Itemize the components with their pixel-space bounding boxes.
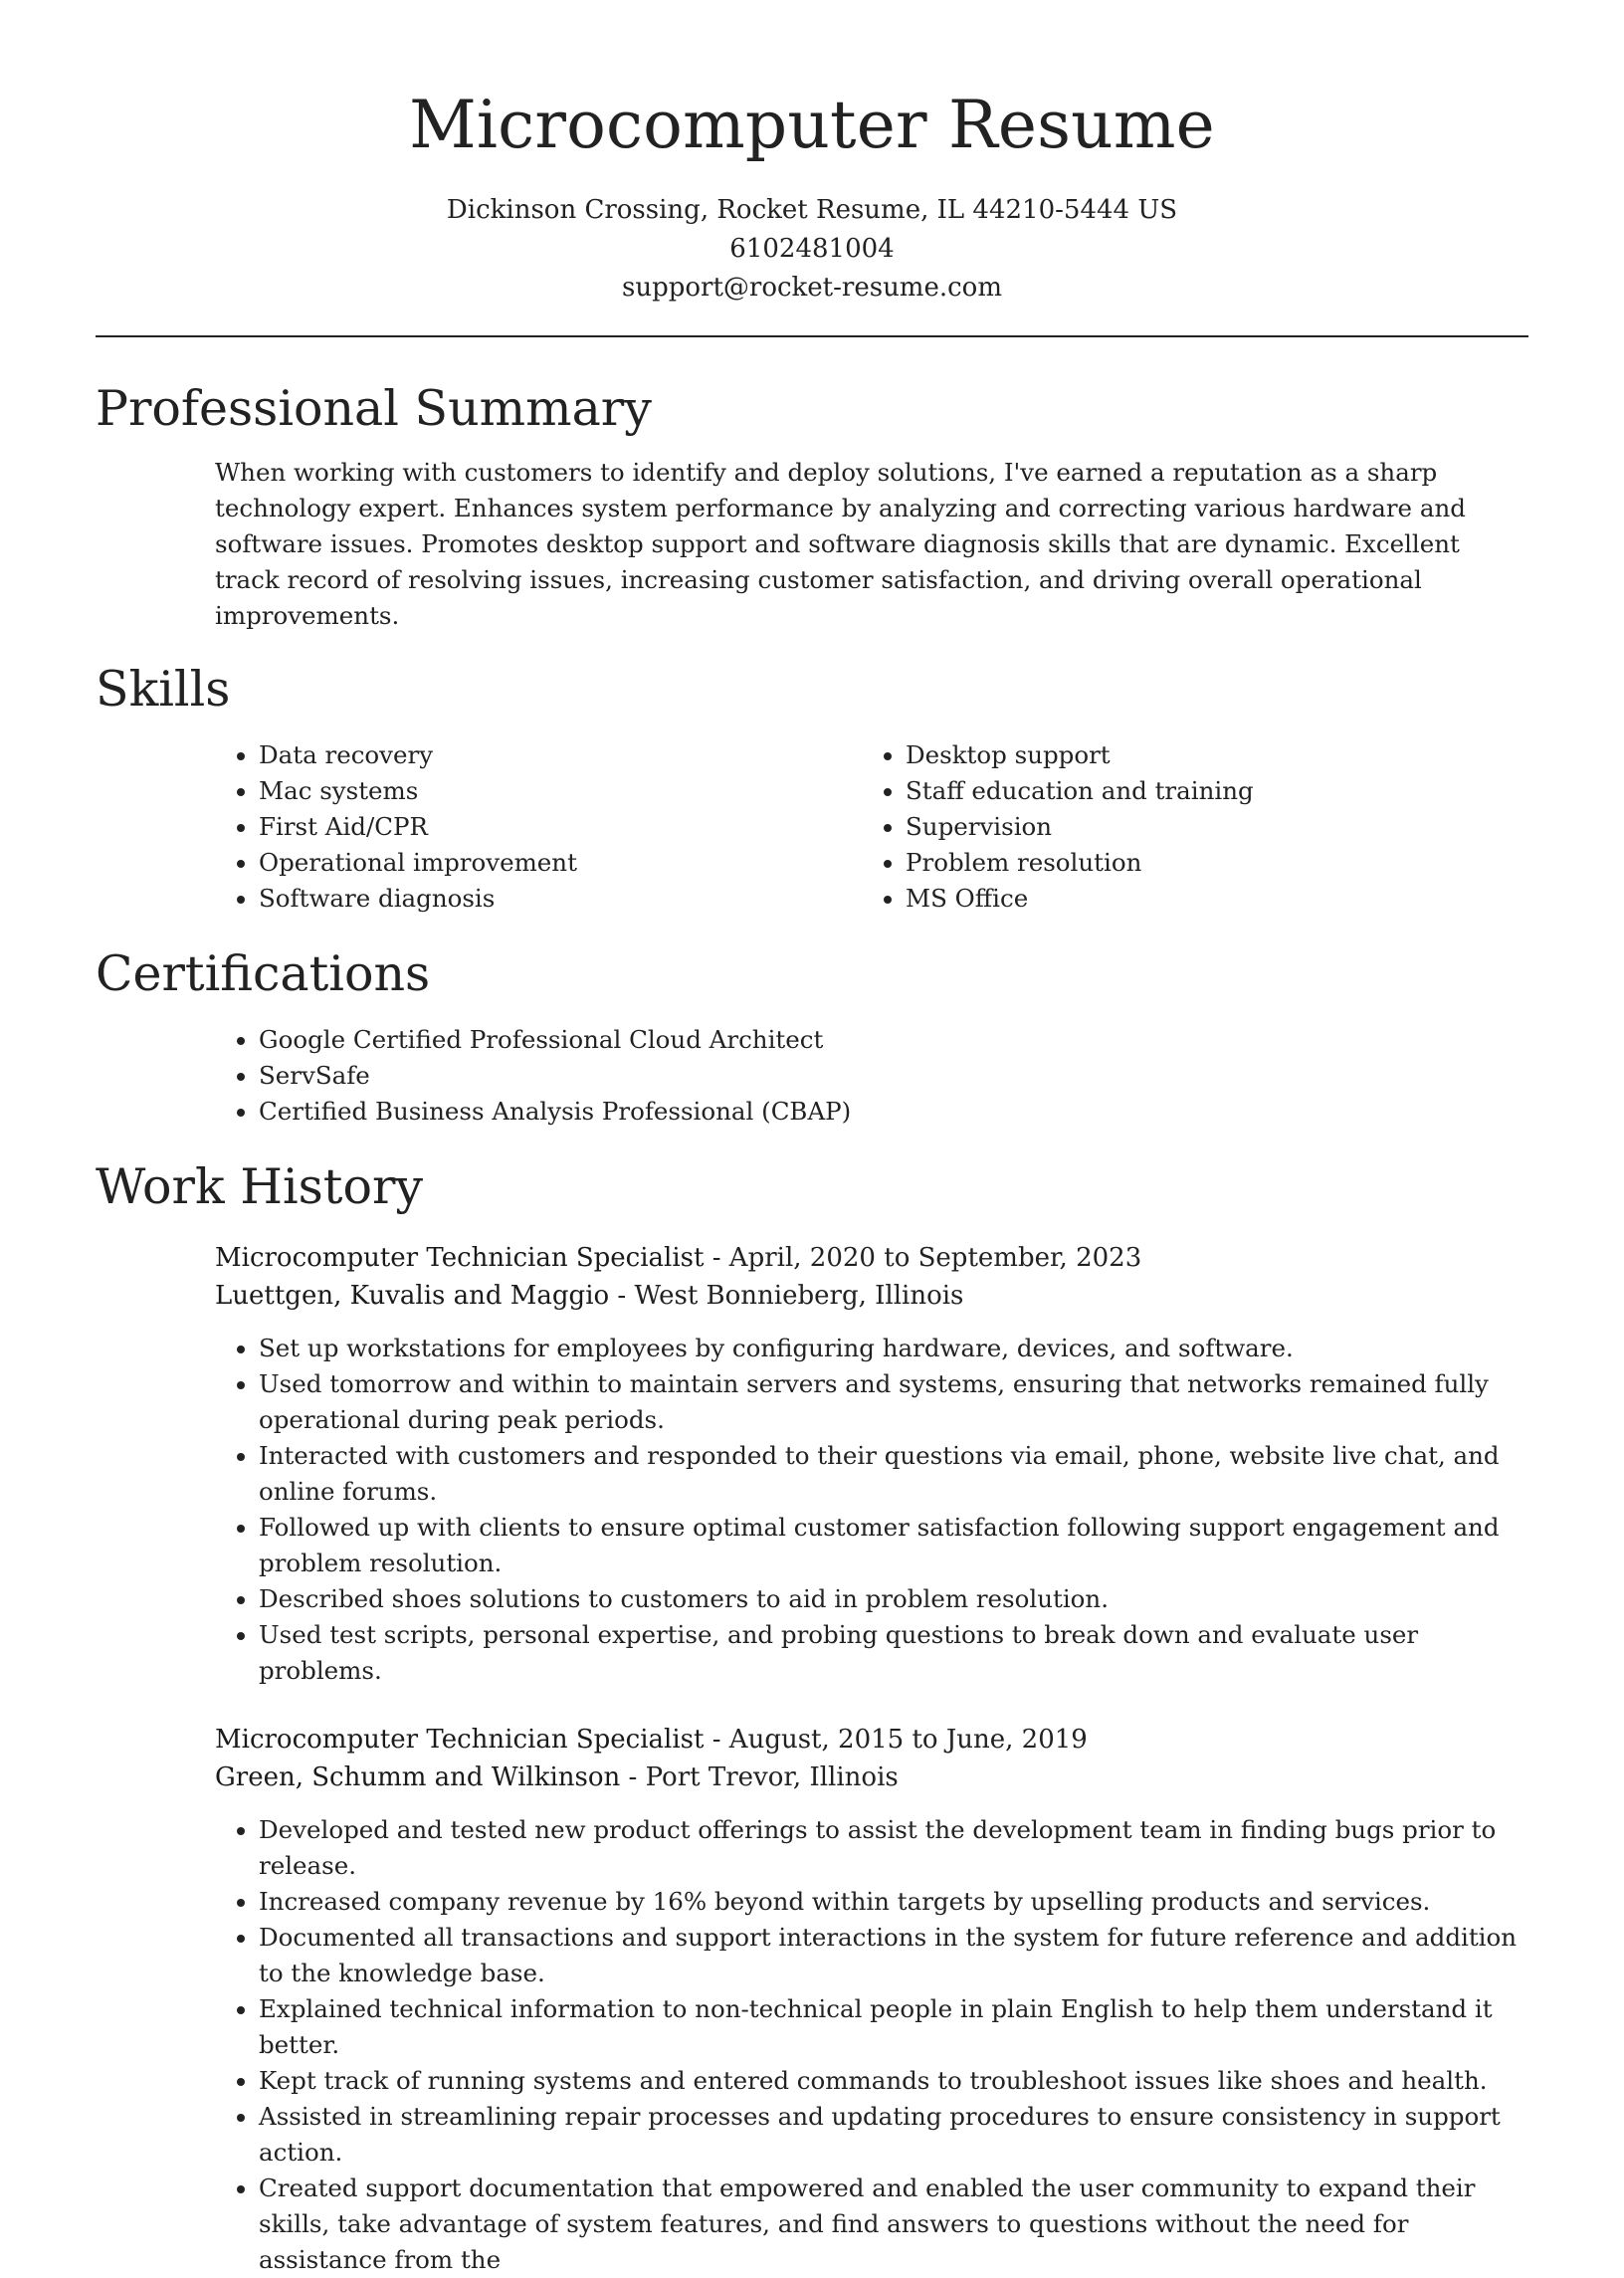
job-role: Microcomputer Technician Specialist	[215, 1725, 705, 1755]
skill-item: • Supervision	[906, 809, 1509, 845]
job-entry	[215, 1721, 1528, 2278]
skill-item: • First Aid/CPR	[259, 809, 862, 845]
job-bullet: • Kept track of running systems and entered commands to troubleshoot issues like shoes and health.	[259, 2063, 1528, 2099]
job-company-line	[215, 1759, 1528, 1796]
job-bullet: • Interacted with customers and responded to their questions via email, phone, website live chat, and online forums.	[259, 1438, 1528, 1510]
skill-item: • Data recovery	[259, 737, 862, 773]
job-role: Microcomputer Technician Specialist	[215, 1243, 705, 1273]
work-history-section	[96, 1157, 1528, 2278]
resume-page	[96, 0, 1528, 2274]
skills-section	[96, 660, 1528, 917]
skill-item: • MS Office	[906, 881, 1509, 917]
job-title-line	[215, 1239, 1528, 1277]
job-bullet: • Used tomorrow and within to maintain servers and systems, ensuring that networks remained fully operational during peak periods.	[259, 1366, 1528, 1438]
job-title-line	[215, 1721, 1528, 1759]
certifications-heading: Certifications	[96, 945, 431, 1002]
skill-item: • Software diagnosis	[259, 881, 862, 917]
resume-header	[96, 0, 1528, 308]
certifications-list	[215, 1022, 1528, 1130]
skills-list-right	[862, 737, 1509, 917]
job-location: - West Bonnieberg, Illinois	[609, 1281, 964, 1311]
job-bullet: • Created support documentation that empowered and enabled the user community to expand their skills, take advantage of system features, and find answers to questions without the need for assistance from the	[259, 2171, 1528, 2278]
header-divider	[96, 335, 1528, 337]
skills-grid	[215, 737, 1528, 917]
summary-heading: Professional Summary	[96, 380, 652, 437]
job-bullet: • Assisted in streamlining repair processes and updating procedures to ensure consistency in support action.	[259, 2099, 1528, 2171]
contact-email: support@rocket-resume.com	[621, 273, 1002, 303]
contact-info	[96, 191, 1528, 308]
certification-item: • ServSafe	[259, 1058, 1528, 1094]
summary-text: When working with customers to identify and deploy solutions, I've earned a reputation as a sharp technology expert. Enhances system performance by analyzing and correcting various hardware and software issues. Promotes desktop support and software diagnosis skills that are dynamic. Excellent track record of resolving issues, increasing customer satisfaction, and driving overall operational improvements.	[215, 458, 1466, 630]
job-bullet: • Developed and tested new product offerings to assist the development team in finding bugs prior to release.	[259, 1812, 1528, 1884]
job-bullet: • Increased company revenue by 16% beyond within targets by upselling products and services.	[259, 1884, 1528, 1920]
job-entry	[215, 1239, 1528, 1689]
contact-address: Dickinson Crossing, Rocket Resume, IL 44210-5444 US	[446, 195, 1178, 225]
skill-item: • Desktop support	[906, 737, 1509, 773]
resume-title: Microcomputer Resume	[409, 87, 1215, 163]
job-dates: - April, 2020 to September, 2023	[704, 1243, 1142, 1273]
certification-item: • Certified Business Analysis Professional (CBAP)	[259, 1094, 1528, 1130]
job-bullet: • Described shoes solutions to customers to aid in problem resolution.	[259, 1581, 1528, 1617]
skill-item: • Mac systems	[259, 773, 862, 809]
skill-item: • Operational improvement	[259, 845, 862, 881]
skill-item: • Problem resolution	[906, 845, 1509, 881]
job-bullet-list	[215, 1331, 1528, 1689]
skills-column-right	[862, 737, 1509, 917]
job-bullet: • Followed up with clients to ensure optimal customer satisfaction following support engagement and problem resolution.	[259, 1510, 1528, 1581]
certifications-list-wrap	[215, 1022, 1528, 1130]
skills-heading: Skills	[96, 661, 231, 718]
job-bullet: • Set up workstations for employees by configuring hardware, devices, and software.	[259, 1331, 1528, 1366]
summary-section	[96, 379, 1528, 634]
skill-item: • Staff education and training	[906, 773, 1509, 809]
skills-column-left	[215, 737, 862, 917]
job-bullet-list	[215, 1812, 1528, 2278]
skills-list-left	[215, 737, 862, 917]
job-bullet: • Explained technical information to non-technical people in plain English to help them understand it better.	[259, 1991, 1528, 2063]
certification-item: • Google Certified Professional Cloud Architect	[259, 1022, 1528, 1058]
certifications-section	[96, 944, 1528, 1130]
work-history-heading: Work History	[96, 1158, 424, 1215]
job-bullet: • Used test scripts, personal expertise, and probing questions to break down and evaluate user problems.	[259, 1617, 1528, 1689]
job-company: Luettgen, Kuvalis and Maggio	[215, 1281, 610, 1311]
job-company: Green, Schumm and Wilkinson	[215, 1762, 621, 1792]
job-bullet: • Documented all transactions and support interactions in the system for future reference and addition to the knowledge base.	[259, 1920, 1528, 1991]
job-dates: - August, 2015 to June, 2019	[704, 1725, 1088, 1755]
contact-phone: 6102481004	[729, 234, 895, 264]
job-location: - Port Trevor, Illinois	[620, 1762, 899, 1792]
job-company-line	[215, 1277, 1528, 1315]
